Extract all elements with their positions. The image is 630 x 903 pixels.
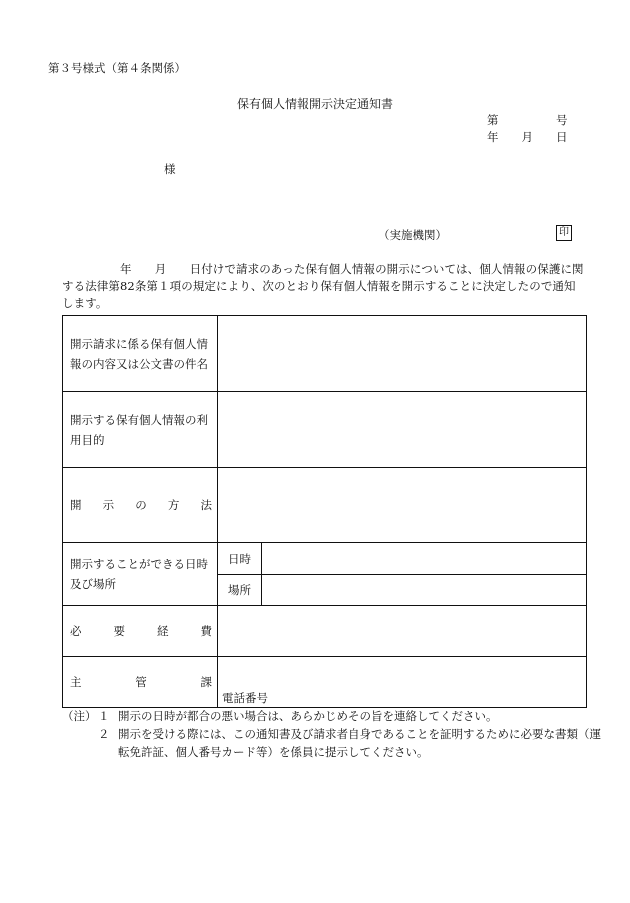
required-expenses-value — [218, 606, 587, 657]
addressee-honorific: 様 — [164, 162, 176, 176]
info-content-value — [218, 316, 587, 392]
place-value — [262, 575, 587, 606]
note-text: 開示の日時が都合の悪い場合は、あらかじめその旨を連絡してください。 — [118, 709, 498, 723]
disclosure-method-value — [218, 468, 587, 543]
disclosure-method-label: 開示の方法 — [63, 468, 218, 543]
usage-purpose-value — [218, 392, 587, 468]
usage-purpose-label: 開示する保有個人情報の利用目的 — [63, 392, 218, 468]
table-row — [63, 392, 587, 468]
datetime-place-label: 開示することができる日時及び場所 — [63, 543, 218, 606]
table-row — [63, 468, 587, 543]
note-text: 開示を受ける際には、この通知書及び請求者自身であることを証明するために必要な書類（運転免許証、個人番号カード等）を係員に提示してください。 — [118, 727, 601, 759]
notes-prefix: （注） — [62, 709, 97, 723]
note-number: １ — [98, 709, 110, 723]
form-number: 第３号様式（第４条関係） — [48, 61, 186, 75]
info-content-label: 開示請求に係る保有個人情報の内容又は公文書の件名 — [63, 316, 218, 392]
datetime-sublabel: 日時 — [218, 543, 262, 575]
seal-mark: 印 — [556, 225, 572, 241]
document-date: 年 月 日 — [487, 130, 568, 144]
table-row — [63, 316, 587, 392]
table-row — [63, 606, 587, 657]
implementing-agency-label: （実施機関） — [378, 228, 447, 242]
note-number: ２ — [98, 727, 110, 741]
table-row — [63, 657, 587, 708]
disclosure-details-table — [62, 315, 587, 708]
phone-number-label: 電話番号 — [222, 691, 268, 705]
notes-section — [62, 707, 602, 761]
required-expenses-label: 必要経費 — [63, 606, 218, 657]
document-number: 第 号 — [487, 113, 568, 127]
responsible-section-label: 主管課 — [63, 657, 218, 708]
note-item — [62, 707, 602, 725]
responsible-section-value — [218, 657, 587, 708]
place-sublabel: 場所 — [218, 575, 262, 606]
datetime-value — [262, 543, 587, 575]
notification-body: 年 月 日付けで請求のあった保有個人情報の開示については、個人情報の保護に関する法律第82条第１項の規定により、次のとおり保有個人情報を開示することに決定したので通知します。 — [62, 262, 584, 310]
document-title: 保有個人情報開示決定通知書 — [236, 97, 393, 111]
note-item — [62, 725, 602, 761]
table-row — [63, 543, 587, 575]
